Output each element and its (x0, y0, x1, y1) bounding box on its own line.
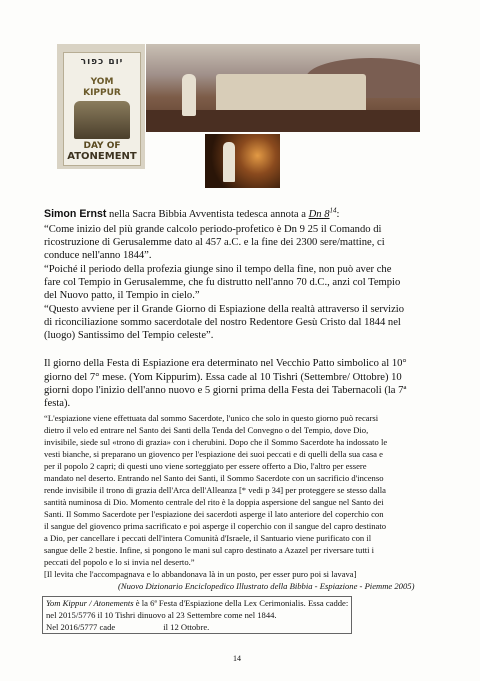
section1-first-line (44, 208, 444, 221)
high-priest-image (205, 134, 280, 188)
yom-kippur-banner-image (57, 44, 145, 169)
text-line: a Dio, per cancellare i peccati dell'intera Comunità d'Israele, il Santuario viene purificato con il (44, 533, 372, 543)
tabernacle-desert-image (146, 44, 420, 132)
scripture-ref-verse: 14 (329, 206, 337, 215)
note-line-3a: Nel 2016/5777 cade (46, 622, 116, 632)
text-line: ricostruzione di Gerusalemme dato al 457 a.C. e la fine dei 2300 sere/mattine, ci (44, 237, 385, 248)
banner-kippur-text: KIPPUR (83, 88, 121, 98)
text-line: Il giorno della Festa di Espiazione era determinato nel Vecchio Patto simbolico al 10° (44, 358, 407, 369)
note-line-3 (46, 622, 446, 633)
page-number: 14 (233, 654, 241, 663)
banner-day-of-text: DAY OF (83, 141, 121, 151)
tabernacle-shape (216, 74, 366, 114)
note-line-1-text: è la 6ª Festa d'Espiazione della Lex Cerimonialis. Essa cadde: (133, 598, 349, 608)
scripture-ref: Dn 8 (308, 209, 330, 220)
priest-figure-shape (223, 142, 235, 182)
text-line: “Come inizio del più grande calcolo periodo-profetico è Dn 9 25 il Comando di (44, 224, 382, 235)
text-line: (luogo) Santissimo del Tempio celeste”. (44, 330, 214, 341)
text-line: dietro il velo ed entrare nel Santo dei Santi della Tenda del Convegno o del Tempio, dove Dio, (44, 425, 369, 435)
text-line: peccati del popolo e lo si invia nel deserto.” (44, 557, 195, 567)
text-line: rende invisibile il trono di grazia dell'Arca dell'Alleanza [* vedi p 34] per proteggere se stesso dalla (44, 485, 386, 495)
note-line-2: nel 2015/5776 il 10 Tishri dinuovo al 23 Settembre come nel 1844. (46, 610, 277, 620)
text-line: invisibile, siede sul «trono di grazia» con i cherubini. Dopo che il Sommo Sacerdote ha indossato le (44, 437, 388, 447)
note-line-3b: il 12 Ottobre. (163, 622, 210, 632)
text-line: “Questo avviene per il Grande Giorno di Espiazione della realtà attraverso il servizio (44, 304, 405, 315)
banner-yom-text: YOM (90, 77, 114, 87)
note-line-1 (46, 598, 446, 609)
text-line: [Il levita che l'accompagnava e lo abbandonava là in un posto, per esser puro poi si lavava] (44, 569, 357, 579)
scripture-ref-tail: : (336, 209, 340, 220)
text-line: di riconciliazione sommo sacerdotale del nostro Redentore Gesù Cristo dal 1844 nel (44, 317, 401, 328)
text-line: mandato nel deserto. Entrando nel Santo dei Santi, il Sommo Sacerdote con un sacrificio d'incenso (44, 473, 384, 483)
text-line: festa). (44, 398, 71, 409)
text-line: il sangue del giovenco prima sacrificato e poi asperge il coperchio con il sangue del capro destinato (44, 521, 387, 531)
intro-text: nella Sacra Bibbia Avventista tedesca annota a (106, 209, 309, 220)
text-line: Santi. Il Sommo Sacerdote per l'espiazione dei sacerdoti asperge il lato anteriore del coperchio con (44, 509, 384, 519)
author-name: Simon Ernst (44, 208, 107, 220)
banner-atonement-text: ATONEMENT (67, 151, 137, 162)
banner-figure-illustration (74, 101, 130, 139)
banner-hebrew-text: יום כפור (80, 57, 124, 67)
text-line: giorni dopo l'inizio dell'anno nuovo e 5 giorni prima della Festa dei Tabernacoli (la 7ª (44, 385, 407, 396)
text-line: giorno del 7° mese. (Yom Kippurim). Essa cade al 10 Tishri (Settembre/ Ottobre) 10 (44, 372, 402, 383)
source-citation: (Nuovo Dizionario Enciclopedico Illustrato della Bibbia - Espiazione - Piemme 2005) (118, 581, 415, 591)
text-line: fare col Tempio in Gerusalemme, che fu distrutto nell'anno 70 d.C., anzi col Tempio (44, 277, 401, 288)
text-line: “L'espiazione viene effettuata dal sommo Sacerdote, l'unico che solo in questo giorno può recarsi (44, 413, 379, 423)
text-line: santità numinosa di Dio. Momento centrale del rito è la doppia aspersione del sangue nel Santo dei (44, 497, 384, 507)
note-title: Yom Kippur / Atonements (46, 598, 134, 608)
text-line: del Nuovo patto, il Tempio in cielo.” (44, 290, 200, 301)
banner-cloth (63, 52, 141, 166)
text-line: per il popolo 2 capri; di questi uno viene sorteggiato per essere offerto a Dio, l'altro per essere (44, 461, 367, 471)
text-line: “Poiché il periodo della profezia giunge sino il tempo della fine, non può aver che (44, 264, 392, 275)
text-line: vesti bianche, si preparano un giovenco per l'espiazione dei suoi peccati e di quelli della sua casa e (44, 449, 383, 459)
text-line: sangue delle 2 bestie. Infine, si pongono le mani sul capro destinato a Azazel per riversare tutti i (44, 545, 375, 555)
text-line: conduce nell'anno 1844”. (44, 250, 152, 261)
priest-figure-shape (182, 74, 196, 116)
